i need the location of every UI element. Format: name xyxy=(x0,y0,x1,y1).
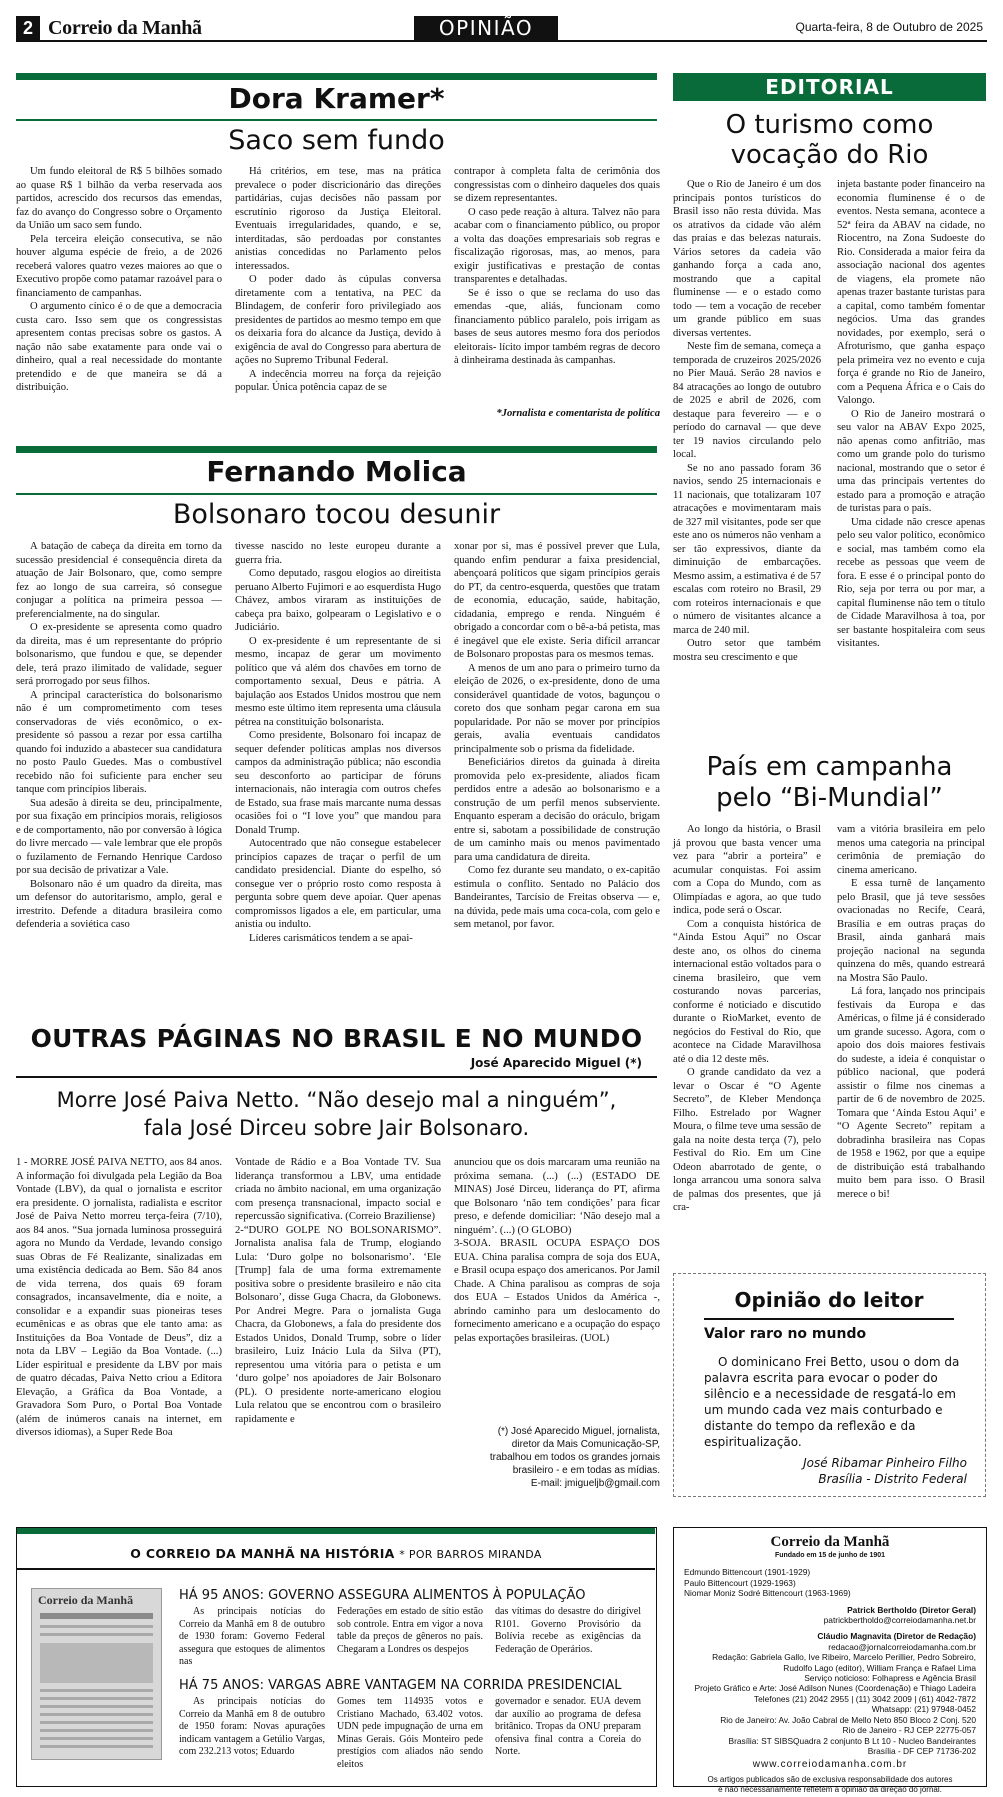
campanha-column-1 xyxy=(673,823,821,1215)
paragraph: A indecência morreu na força da rejeição popular. Única potência capaz de se xyxy=(235,368,441,393)
note-line: E-mail: jmigueljb@gmail.com xyxy=(530,1478,660,1489)
paragraph: Lá fora, lançado nos principais festivais da Europa e das Américas, o filme já é considerado um grande sucesso. Agora, com o apoio dos dois maiores festivais do sudeste, a ideia é conquistar o público nacional, que poderá assistir o filme nos cinemas a partir de 6 de novembro de 2025. Tomara que ‘Ainda Estou Aqui’ e “O Agente Secreto” repitam a dobradinha brasileira nas Copas de 1958 e 1962, por que a equipe de distribuição está trabalhando muito bem para isso. O Brasil merece o bi! xyxy=(837,986,985,1200)
title-line: O turismo como xyxy=(725,110,934,140)
contact-line: Brasília - DF CEP 71736-202 xyxy=(867,1745,976,1756)
clipping-text-bar xyxy=(40,1705,153,1708)
clipping-masthead: Correio da Manhã xyxy=(38,1593,134,1607)
history-paragraph: As principais notícias do Correio da Manhã em 8 de outubro de 1950 foram: Novas apurações indicam vantagem a Getúlio Vargas, com 232.213 votos; Eduardo xyxy=(179,1696,325,1757)
paragraph: 3-SOJA. BRASIL OCUPA ESPAÇO DOS EUA. China paralisa compra de soja dos EUA, e Brasil ocupa espaço dos americanos. Por Jamil Chade. A China paralisou as compras de soja dos EUA – Estados Unidos da América -, abrindo caminho para um deslocamento do fornecimento americano e a ocupação do espaço pelas exportações brasileiras. (UOL) xyxy=(454,1238,660,1344)
reader-letter-place: Brasília - Distrito Federal xyxy=(818,1472,967,1486)
kramer-column-1 xyxy=(16,165,222,395)
paragraph: Beneficiários diretos da guinada à direita promovida pelo ex-presidente, aliados ficam perdidos entre a adesão ao bolsonarismo e a construção de um perfil menos subserviente. Enquanto esperam a decisão do oráculo, brigam entre si, sabotam a possibilidade de construção de um caminho mais ou menos pavimentado para uma candidatura de direita. xyxy=(454,757,660,863)
molica-column-1 xyxy=(16,540,222,932)
paragraph: O argumento cínico é o de que a democracia custa caro. Isso sem que os congressistas apresentem contas precisas sobre os gastos. A nação não sabe exatamente para onde vai o dinheiro, qual a real necessidade do montante pretendido e de que maneira se dá a distribuição. xyxy=(16,301,222,393)
paragraph: Se é isso o que se reclama do uso das emendas -que, aliás, funcionam como financiamento público paralelo, pois irrigam as bases de seus autores mesmo fora dos períodos eleitorais- lícito impor também regras de decoro à dinheirama destinada às campanhas. xyxy=(454,287,660,366)
paragraph: O ex-presidente se apresenta como quadro da direita, mas é um representante do próprio bolsonarismo, que fundou e que, se depender dele, terá prazo ilimitado de validade, seguer será prorrogado por seus filhos. xyxy=(16,622,222,687)
paragraph: anunciou que os dois marcaram uma reunião na próxima semana. (...) (...) (ESTADO DE MINAS) José Dirceu, liderança do PT, afirma que Bolsonaro ‘não tem condições’ para ficar preso, e defende domiciliar: ‘Não desejo mal a ninguém’. (...) (O GLOBO) xyxy=(454,1157,660,1236)
credits-director: Patrick Bertholdo (Diretor Geral) xyxy=(847,1604,976,1615)
reader-letter-subtitle: Valor raro no mundo xyxy=(704,1326,867,1342)
paper-name: Correio da Manhã xyxy=(48,17,202,39)
history-headline-1: HÁ 95 ANOS: GOVERNO ASSEGURA ALIMENTOS À POPULAÇÃO xyxy=(179,1588,586,1603)
paragraph: Sua adesão à direita se deu, principalmente, por sua fixação em princípios morais, religiosos e de comportamento, não por conversão à lógica do livre mercado — vale lembrar que ele propôs o fuzilamento de Fernando Henrique Cardoso por sua decisão de privatizar a Vale. xyxy=(16,797,222,876)
paragraph: Ao longo da história, o Brasil já provou que basta vencer uma vez para “abrir a porteira” e acumular conquistas. Foi assim com a Copa do Mundo, com as Olimpíadas e agora, ao que tudo indica, pode será o Oscar. xyxy=(673,824,821,916)
founder-line: Niomar Moniz Sodré Bittencourt (1963-1969) xyxy=(684,1588,851,1599)
staff-line: Rudolfo Lago (editor), William França e Rafael Lima xyxy=(783,1662,976,1673)
section-tag: OPINIÃO xyxy=(414,16,558,40)
section-rule xyxy=(16,73,657,80)
kramer-author: Dora Kramer* xyxy=(228,82,445,115)
page-number: 2 xyxy=(16,16,40,40)
campanha-column-2 xyxy=(837,823,985,1201)
editorial-title xyxy=(673,110,986,170)
outras-column-3 xyxy=(454,1156,660,1345)
history-paragraph: Federações em estado de sítio estão sob controle. Entra em vigor a nova table da preços de gêneros no país. Chegaram a Londres os despejos xyxy=(337,1606,483,1655)
molica-title: Bolsonaro tocou desunir xyxy=(172,499,501,530)
history-paragraph: das vítimas do desastre do dirigível R101. Governo Provisório da Bolívia recebe as exigências da Federação de Operários. xyxy=(495,1606,641,1655)
paragraph: Vontade de Rádio e a Boa Vontade TV. Sua liderança transformou a LBV, uma entidade criada no âmbito nacional, em uma organização com presença transnacional, impacto social e repercussão significativa. (Correio Braziliense) xyxy=(235,1157,441,1222)
clipping-text-bar xyxy=(40,1729,153,1732)
kramer-column-3 xyxy=(454,165,660,368)
paragraph: xonar por si, mas é possível prever que Lula, quando enfim pendurar a faixa presidencial, abençoará políticos que sigam princípios gerais do PT, da centro-esquerda, questões que tratam de economia, educação, saúde, habitação, cidadania, emprego e renda. Ninguém é obrigado a concordar com o bê-a-bá petista, mas é inegável que ele existe. Seria difícil arrancar de Bolsonaro propostas para os mesmos temas. xyxy=(454,541,660,660)
history-paragraph: As principais notícias do Correio da Manhã em 8 de outubro de 1930 foram: Governo Federal assegura que estoques de alimentos nas xyxy=(179,1606,325,1667)
paragraph: Um fundo eleitoral de R$ 5 bilhões somado ao quase R$ 1 bilhão da verba reservada aos partidos, acrescido dos recursos das emendas, faz do avanço do Congresso sobre o Orçamento da União um saco sem fundo. xyxy=(16,166,222,231)
history-byline: * POR BARROS MIRANDA xyxy=(399,1548,542,1561)
contact-line: Rio de Janeiro: Av. João Cabral de Mello Neto 850 Bloco 2 Conj. 520 xyxy=(720,1714,976,1725)
outras-headline-line-1: Morre José Paiva Netto. “Não desejo mal a ninguém”, xyxy=(56,1088,617,1112)
contact-line: Whatsapp: (21) 97948-0452 xyxy=(871,1704,976,1715)
paragraph: O ex-presidente é um representante de si mesmo, incapaz de gerar um movimento político que vá além dos chavões em torno de comportamento sexual, Deus e pátria. A bajulação aos Estados Unidos mostrou que nem mesmo este último item representa uma cláusula pétrea na constituição bolsonarista. xyxy=(235,635,441,728)
title-line: País em campanha xyxy=(706,752,953,782)
paragraph: A principal característica do bolsonarismo não é um comprometimento com teses conservadoras de viés econômico, o ex-presidente só passou a rezar por essa cartilha quando foi induzido a abastecer sua candidatura no posto Paulo Guedes. Mas o combustível recebido não foi suficiente para encher seu tanque com princípios liberais. xyxy=(16,689,222,795)
section-rule xyxy=(17,1528,655,1534)
history-text-1-col-2 xyxy=(337,1606,483,1656)
clipping-text-bar xyxy=(40,1713,153,1716)
reader-letter-author: José Ribamar Pinheiro Filho xyxy=(803,1456,967,1470)
outras-byline: José Aparecido Miguel (*) xyxy=(470,1056,642,1070)
section-rule xyxy=(704,1318,954,1320)
paragraph: O caso pede reação à altura. Talvez não para acabar com o financiamento público, ou propor a volta das doações empresariais sob regras e fiscalização rigorosas, mas, ao menos, para exigir justificativas e prestação de contas transparentes e detalhadas. xyxy=(454,206,660,285)
history-text-2-col-3 xyxy=(495,1696,641,1759)
clipping-text-bar xyxy=(40,1737,153,1740)
section-rule xyxy=(17,1568,655,1570)
reader-opinion-box xyxy=(673,1273,986,1497)
note-line: brasileiro - e em todas as mídias. xyxy=(512,1465,660,1476)
paragraph: Neste fim de semana, começa a temporada de cruzeiros 2025/2026 no Píer Mauá. Serão 28 navios e 84 atracações ao longo de outubro de 2025 e abril de 2026, com destaque para fevereiro — e o período do carnaval — que deve ter 19 navios circulando pelo local. xyxy=(673,341,821,460)
history-text-2-col-1 xyxy=(179,1696,325,1759)
paragraph: Bolsonaro não é um quadro da direita, mas um defensor do autoritarismo, amplo, geral e irrestrito. Defende a ditadura brasileira como defenderia a soviética caso xyxy=(16,878,222,930)
staff-line: Redação: Gabriela Gallo, Ive Ribeiro, Marcelo Perillier, Pedro Sobreiro, xyxy=(712,1652,976,1663)
outras-column-1 xyxy=(16,1156,222,1440)
paragraph: A batação de cabeça da direita em torno da sucessão presidencial é consequência direta da atuação de Jair Bolsonaro, que, como sempre fez ao longo de sua carreira, só consegue conjugar a política na primeira pessoa — preferencialmente, na do singular. xyxy=(16,541,222,620)
paragraph: 2-“DURO GOLPE NO BOLSONARISMO”. Jornalista analisa fala de Trump, elogiando Lula: ‘Duro golpe no bolsonarismo’. ‘Ele [Trump] fala de uma forma extremamente positiva sobre o presidente brasileiro e não cita Bolsonaro’, disse Guga Chacra, da Globonews. Por Andrei Megre. Para o jornalista Guga Chacra, da Globonews, a fala do presidente dos Estados Unidos, Donald Trump, sobre o líder brasileiro, Luiz Inácio Lula da Silva (PT), representou uma vitória para o petista e um ‘duro golpe’ nos apoiadores de Jair Bolsonaro (PL). O presidente norte-americano elogiou Lula relatou que se encontrou com o brasileiro rapidamente e xyxy=(235,1224,441,1425)
paragraph: Há critérios, em tese, mas na prática prevalece o poder discricionário das direções partidárias, cujas decisões não passam por escrutínio rigoroso da Justiça Eleitoral. Eventuais irregularidades, quando, e se, interditadas, são perdoadas por constantes anistias concedidas no Parlamento pelos interessados. xyxy=(235,166,441,272)
kramer-signature: *Jornalista e comentarista de política xyxy=(496,408,660,419)
staff-line: Projeto Gráfico e Arte: José Adilson Nunes (Coordenação) e Thiago Ladeira xyxy=(694,1683,976,1694)
paragraph: Uma cidade não cresce apenas pelo seu valor político, econômico e social, mas também como ela recebe as pessoas que veem de fora. E esse é o principal ponto do Rio, seja por terra ou por mar, a capital fluminense não tem o título de Cidade Maravilhosa à toa, por ser bastante hospitaleira com seus visitantes. xyxy=(837,516,985,649)
reader-letter-body: O dominicano Frei Betto, usou o dom da palavra escrita para evocar o poder do silêncio e a necessidade de resgatá-lo em um mundo cada vez mais conturbado e distante do tempo da reflexão e da espiritualização. xyxy=(704,1355,960,1449)
paragraph: Que o Rio de Janeiro é um dos principais pontos turísticos do Brasil isso não resta dúvida. Mas os atrativos da cidade vão além das praias e das belezas naturais. Vários setores da cadeia vão ganhando força a cada ano, mostrando que a capital fluminense — e o estado como todo — tem a vocação de receber um grande público em suas diversas vertentes. xyxy=(673,179,821,339)
paragraph: E essa turnê de lançamento pelo Brasil, que já teve sessões ovacionadas no Recife, Ceará, Brasília e em outras praças do Brasil, ainda ganhará mais projeção nacional na segunda quinzena do mês, quando estreará na Mostra São Paulo. xyxy=(837,878,985,984)
paragraph: O poder dado às cúpulas conversa diretamente com a tentativa, na PEC da Blindagem, de conferir foro privilegiado aos presidentes de partidos ao mesmo tempo em que os deixaria fora do alcance da Justiça, devido à exigência de aval do Congresso para abertura de ações no Supremo Tribunal Federal. xyxy=(235,274,441,366)
credits-editor-email: redacao@jornalcorreiodamanha.com.br xyxy=(828,1641,976,1652)
outras-column-2 xyxy=(235,1156,441,1426)
editorial-banner: EDITORIAL xyxy=(673,73,986,101)
history-box xyxy=(16,1527,657,1787)
credits-director-email: patrickbertholdo@correiodamanha.net.br xyxy=(823,1615,976,1626)
contact-line: Rio de Janeiro - RJ CEP 22775-057 xyxy=(842,1725,976,1736)
reader-opinion-title: Opinião do leitor xyxy=(734,1288,924,1312)
masthead xyxy=(16,16,987,42)
kramer-title: Saco sem fundo xyxy=(228,125,445,156)
founder-line: Edmundo Bittencourt (1901-1929) xyxy=(684,1567,811,1578)
campanha-title xyxy=(673,752,986,814)
section-rule xyxy=(16,446,657,453)
credits-founded: Fundado em 15 de junho de 1901 xyxy=(774,1552,886,1559)
note-line: trabalhou em todos os grandes jornais xyxy=(489,1452,660,1463)
clipping-headline-bar xyxy=(40,1613,153,1619)
credits-editor: Cláudio Magnavita (Diretor de Redação) xyxy=(817,1631,976,1642)
credits-staff xyxy=(684,1652,976,1694)
contact-line: Telefones (21) 2042 2955 | (11) 3042 2009 | (61) 4042-7872 xyxy=(753,1693,976,1704)
history-paragraph: Gomes tem 114935 votos e Cristiano Machado, 63.402 votos. UDN pede impugnação de urna em Minas Gerais. Góis Monteiro pede prestígios com aliados não sendo eleitos xyxy=(337,1696,483,1770)
credits-website-link[interactable]: www.correiodamanha.com.br xyxy=(752,1759,908,1771)
newspaper-clipping-image xyxy=(31,1588,162,1760)
clipping-text-bar xyxy=(40,1689,153,1692)
clipping-text-bar xyxy=(40,1633,153,1636)
history-text-2-col-2 xyxy=(337,1696,483,1771)
history-paragraph: governador e senador. EUA devem dar auxílio ao programa de defesa britânico. Tropas da ONU preparam ofensiva final contra a Coreia do Norte. xyxy=(495,1696,641,1757)
paragraph: Com a conquista histórica de “Ainda Estou Aqui” no Oscar deste ano, os olhos do cinema internacional estão voltados para o cinema brasileiro, que vem costurando novas parcerias, conforme é noticiado e discutido durante o RioMarket, evento de negócios do Festival do Rio, que acontece na Cidade Maravilhosa até o dia 12 deste mês. xyxy=(673,918,821,1065)
clipping-photo xyxy=(40,1643,153,1683)
outras-section-title: OUTRAS PÁGINAS NO BRASIL E NO MUNDO xyxy=(30,1024,643,1053)
paragraph: 1 - MORRE JOSÉ PAIVA NETTO, aos 84 anos. A informação foi divulgada pela Legião da Boa Vontade (LBV), da qual o jornalista e escritor era presidente. O jornalista, radialista e escritor José de Paiva Netto morreu terça-feira (7/10), aos 84 anos. “Sua jornada luminosa prosseguirá agora no Mundo da Verdade, levando consigo suas Obras de Fé Realizante, sinalizadas em uma existência dedicada ao Bem. São 84 anos de vida terrena, dos quais 69 foram consagrados, incansavelmente, dia e noite, a consolidar e a expandir suas pioneiras teses ecumênicas e as obras que ele tanto ama: as Instituições da Boa Vontade de Deus”, diz a nota da LBV – Legião da Boa Vontade. (...) Líder espiritual e presidente da LBV por mais de quatro décadas, Paiva Netto criou a Editora Elevação, a Gráfica da Boa Vontade, a Gravadora Som Puro, o Portal Boa Vontade (além de inúmeros canais na internet, em diversos idiomas), a Super Rede Boa xyxy=(16,1157,222,1438)
history-text-1-col-1 xyxy=(179,1606,325,1669)
history-title xyxy=(17,1546,655,1561)
credits-contacts xyxy=(684,1694,976,1756)
credits-paper-name: Correio da Manhã xyxy=(770,1534,890,1550)
paragraph: Outro setor que também mostra seu crescimento e que xyxy=(673,638,821,663)
credits-founders xyxy=(684,1567,976,1598)
paragraph: Como presidente, Bolsonaro foi incapaz de sequer defender políticas amplas nos diversos campos da administração pública; não escondia seu desconforto ao participar de fóruns internacionais, não interagia com outros chefes de Estado, sua frase mais marcante numa dessas ocasiões foi o “I love you” que mandou para Donald Trump. xyxy=(235,730,441,836)
molica-column-2 xyxy=(235,540,441,945)
editorial-column-1 xyxy=(673,178,821,664)
title-line: pelo “Bi-Mundial” xyxy=(716,783,943,813)
paragraph: injeta bastante poder financeiro na economia fluminense é o de eventos. Nesta semana, acontece a 52ª feira da ABAV na cidade, no Riocentro, na Zona Sudoeste do Rio. Considerada a maior feira da associação nacional dos agentes de viagens, ela promete não apenas trazer bastante turistas para a capital, como também fomentar negócios. Uma das grandes novidades, por exemplo, será o Afroturismo, que ganha espaço pela primeira vez no evento e cuja força é grande no Rio de Janeiro, com a Pequena África e o Cais do Valongo. xyxy=(837,179,985,406)
paragraph: O grande candidato da vez a levar o Oscar é “O Agente Secreto”, de Kleber Mendonça Filho. Estrelado por Wagner Moura, o filme teve uma sessão de gala na noite desta terça (7), pelo Festival do Rio. Em um Cine Odeon abarrotado de gente, o longa arrancou uma sonora salva de palmas dos presentes, que já cra- xyxy=(673,1067,821,1213)
title-line: vocação do Rio xyxy=(730,140,929,170)
founder-line: Paulo Bittencourt (1929-1963) xyxy=(684,1577,796,1588)
clipping-text-bar xyxy=(40,1721,153,1724)
history-headline-2: HÁ 75 ANOS: VARGAS ABRE VANTAGEM NA CORRIDA PRESIDENCIAL xyxy=(179,1678,622,1693)
paragraph: contrapor à completa falta de cerimônia dos congressistas com o dinheiro daqueles dos quais se dizem representantes. xyxy=(454,166,660,204)
history-text-1-col-3 xyxy=(495,1606,641,1656)
outras-headline-line-2: fala José Dirceu sobre Jair Bolsonaro. xyxy=(143,1116,530,1140)
masthead-credits-box xyxy=(673,1527,987,1795)
disclaimer-line: e não necessariamente refletem a opinião da direção do jornal. xyxy=(718,1785,942,1795)
paragraph: vam a vitória brasileira em pelo menos uma categoria na principal cerimônia de premiação do cinema americano. xyxy=(837,824,985,876)
paragraph: Como deputado, rasgou elogios ao direitista peruano Alberto Fujimori e ao esquerdista Hugo Chávez, ambos viraram as instituições de cabeça pra baixo, golpearam o Legislativo e o Judiciário. xyxy=(235,568,441,633)
molica-column-3 xyxy=(454,540,660,932)
clipping-text-bar xyxy=(40,1697,153,1700)
section-rule xyxy=(16,493,657,495)
paragraph: Líderes carismáticos tendem a se apai- xyxy=(249,932,413,944)
outras-author-note xyxy=(454,1425,660,1490)
paragraph: O Rio de Janeiro mostrará o seu valor na ABAV Expo 2025, não apenas como anfitrião, mas como um grande polo do turismo nacional, mostrando que o setor é uma das principais vertentes do estado para a promoção e atração de turistas para o país. xyxy=(837,408,985,514)
paragraph: Como fez durante seu mandato, o ex-capitão estimula o conflito. Sentado no Palácio dos Bandeirantes, Tarcísio de Freitas observa — e, na dúvida, pede mais uma coca-cola, com gelo e sem metanol, por favor. xyxy=(454,865,660,930)
note-line: (*) José Aparecido Miguel, jornalista, xyxy=(497,1426,660,1437)
paragraph: A menos de um ano para o primeiro turno da eleição de 2026, o ex-presidente, dono de uma considerável quantidade de votos, bagunçou o coreto dos que sonham pegar carona em sua popularidade. Por não se mover por princípios gerais, avalia eventuais candidatos principalmente sob o prisma da fidelidade. xyxy=(454,662,660,755)
credits-disclaimer xyxy=(674,1775,986,1796)
clipping-text-bar xyxy=(40,1625,153,1628)
clipping-text-bar xyxy=(40,1745,153,1748)
staff-line: Serviço noticioso: Folhapress e Agência Brasil xyxy=(804,1673,976,1684)
contact-line: Brasília: ST SIBSQuadra 2 conjunto B Lt 10 - Nucleo Bandeirantes xyxy=(728,1735,976,1746)
history-title-text: O CORREIO DA MANHÃ NA HISTÓRIA xyxy=(130,1546,395,1561)
disclaimer-line: Os artigos publicados são de exclusiva responsabilidade dos autores xyxy=(707,1774,953,1784)
section-rule xyxy=(16,1076,657,1078)
issue-date: Quarta-feira, 8 de Outubro de 2025 xyxy=(795,20,983,34)
paragraph: Pela terceira eleição consecutiva, se não houver alguma espécie de freio, a de 2026 receberá valores quatro vezes maiores ao que o Executivo propõe como patamar razoável para o financiamento de campanhas. xyxy=(16,233,222,299)
paragraph: Se no ano passado foram 36 navios, sendo 25 internacionais e 11 nacionais, que totalizaram 107 atracações e movimentaram mais de 327 mil visitantes, pode ser que este ano os números não venham a ser tão expressivos, diante da diminuição de embarcações. Mesmo assim, a estimativa é de 57 escalas com roteiro no Brasil, 29 com roteiros internacionais e que o número de visitantes alcance a marca de 240 mil. xyxy=(673,462,821,636)
note-line: diretor da Mais Comunicação-SP, xyxy=(511,1439,660,1450)
molica-author: Fernando Molica xyxy=(206,455,467,488)
editorial-column-2 xyxy=(837,178,985,651)
kramer-column-2 xyxy=(235,165,441,395)
paragraph: Autocentrado que não consegue estabelecer princípios capazes de traçar o perfil de um candidato presidencial. Diante do espelho, só consegue ver o próprio rosto como resposta à pergunta sobre quem deve apoiar. Quer apenas compromissos ligados a ele, em particular, uma anistia ou indulto. xyxy=(235,838,441,930)
section-rule xyxy=(16,119,657,121)
paragraph: tivesse nascido no leste europeu durante a guerra fria. xyxy=(235,541,441,566)
